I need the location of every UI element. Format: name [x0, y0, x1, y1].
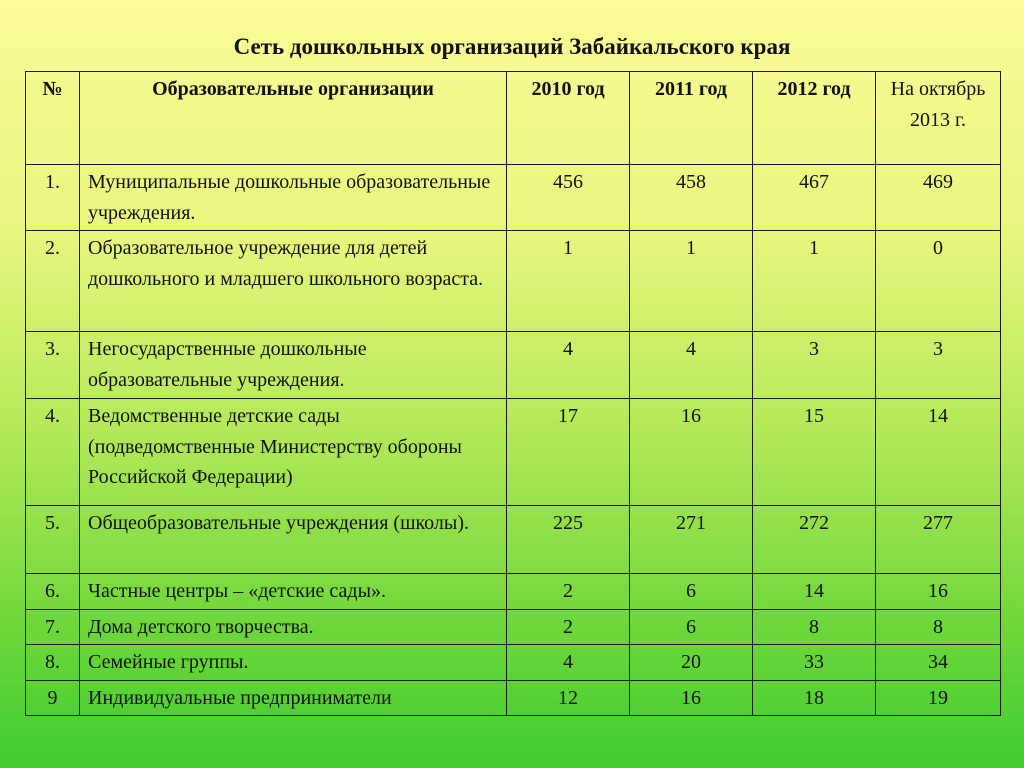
- value-2010: 4: [507, 645, 630, 681]
- value-2011: 458: [630, 165, 753, 231]
- row-name: Негосударственные дошкольные образовательные учреждения.: [80, 332, 507, 399]
- value-2010: 225: [507, 506, 630, 574]
- value-2011: 16: [630, 680, 753, 716]
- header-organizations: Образовательные организации: [80, 72, 507, 165]
- value-2010: 12: [507, 680, 630, 716]
- value-2012: 272: [753, 506, 876, 574]
- value-2011: 16: [630, 399, 753, 506]
- value-2010: 4: [507, 332, 630, 399]
- value-2011: 1: [630, 231, 753, 332]
- table-row: [26, 332, 1001, 399]
- value-2013: 277: [876, 506, 1001, 574]
- row-name: Муниципальные дошкольные образовательные учреждения.: [80, 165, 507, 231]
- value-2012: 8: [753, 609, 876, 645]
- row-name: Индивидуальные предприниматели: [80, 680, 507, 716]
- value-2010: 2: [507, 609, 630, 645]
- header-2011: 2011 год: [630, 72, 753, 165]
- value-2012: 467: [753, 165, 876, 231]
- value-2012: 18: [753, 680, 876, 716]
- row-number: 6.: [26, 574, 80, 610]
- value-2013: 3: [876, 332, 1001, 399]
- table-row: [26, 609, 1001, 645]
- value-2013: 14: [876, 399, 1001, 506]
- value-2012: 33: [753, 645, 876, 681]
- value-2013: 34: [876, 645, 1001, 681]
- value-2013: 469: [876, 165, 1001, 231]
- value-2011: 6: [630, 609, 753, 645]
- table-row: [26, 680, 1001, 716]
- header-number: №: [26, 72, 80, 165]
- header-2012: 2012 год: [753, 72, 876, 165]
- row-number: 4.: [26, 399, 80, 506]
- value-2010: 1: [507, 231, 630, 332]
- table-row: [26, 645, 1001, 681]
- value-2013: 19: [876, 680, 1001, 716]
- row-number: 9: [26, 680, 80, 716]
- table-header-row: [26, 72, 1001, 165]
- value-2010: 456: [507, 165, 630, 231]
- row-name: Общеобразовательные учреждения (школы).: [80, 506, 507, 574]
- header-2010: 2010 год: [507, 72, 630, 165]
- row-name: Образовательное учреждение для детей дошкольного и младшего школьного возраста.: [80, 231, 507, 332]
- header-oct-2013: На октябрь 2013 г.: [876, 72, 1001, 165]
- row-number: 3.: [26, 332, 80, 399]
- value-2011: 4: [630, 332, 753, 399]
- value-2012: 3: [753, 332, 876, 399]
- value-2011: 20: [630, 645, 753, 681]
- row-name: Ведомственные детские сады (подведомственные Министерству обороны Российской Федерации): [80, 399, 507, 506]
- table-row: [26, 399, 1001, 506]
- value-2013: 8: [876, 609, 1001, 645]
- row-number: 7.: [26, 609, 80, 645]
- value-2012: 15: [753, 399, 876, 506]
- row-number: 1.: [26, 165, 80, 231]
- value-2013: 0: [876, 231, 1001, 332]
- organizations-table: [25, 71, 1001, 716]
- value-2012: 14: [753, 574, 876, 610]
- value-2010: 2: [507, 574, 630, 610]
- value-2011: 271: [630, 506, 753, 574]
- value-2013: 16: [876, 574, 1001, 610]
- table-row: [26, 165, 1001, 231]
- table-row: [26, 231, 1001, 332]
- row-name: Дома детского творчества.: [80, 609, 507, 645]
- value-2010: 17: [507, 399, 630, 506]
- row-name: Частные центры – «детские сады».: [80, 574, 507, 610]
- row-number: 8.: [26, 645, 80, 681]
- table-row: [26, 506, 1001, 574]
- row-number: 2.: [26, 231, 80, 332]
- row-name: Семейные группы.: [80, 645, 507, 681]
- value-2011: 6: [630, 574, 753, 610]
- row-number: 5.: [26, 506, 80, 574]
- table-row: [26, 574, 1001, 610]
- page-title: Сеть дошкольных организаций Забайкальского края: [233, 34, 791, 59]
- value-2012: 1: [753, 231, 876, 332]
